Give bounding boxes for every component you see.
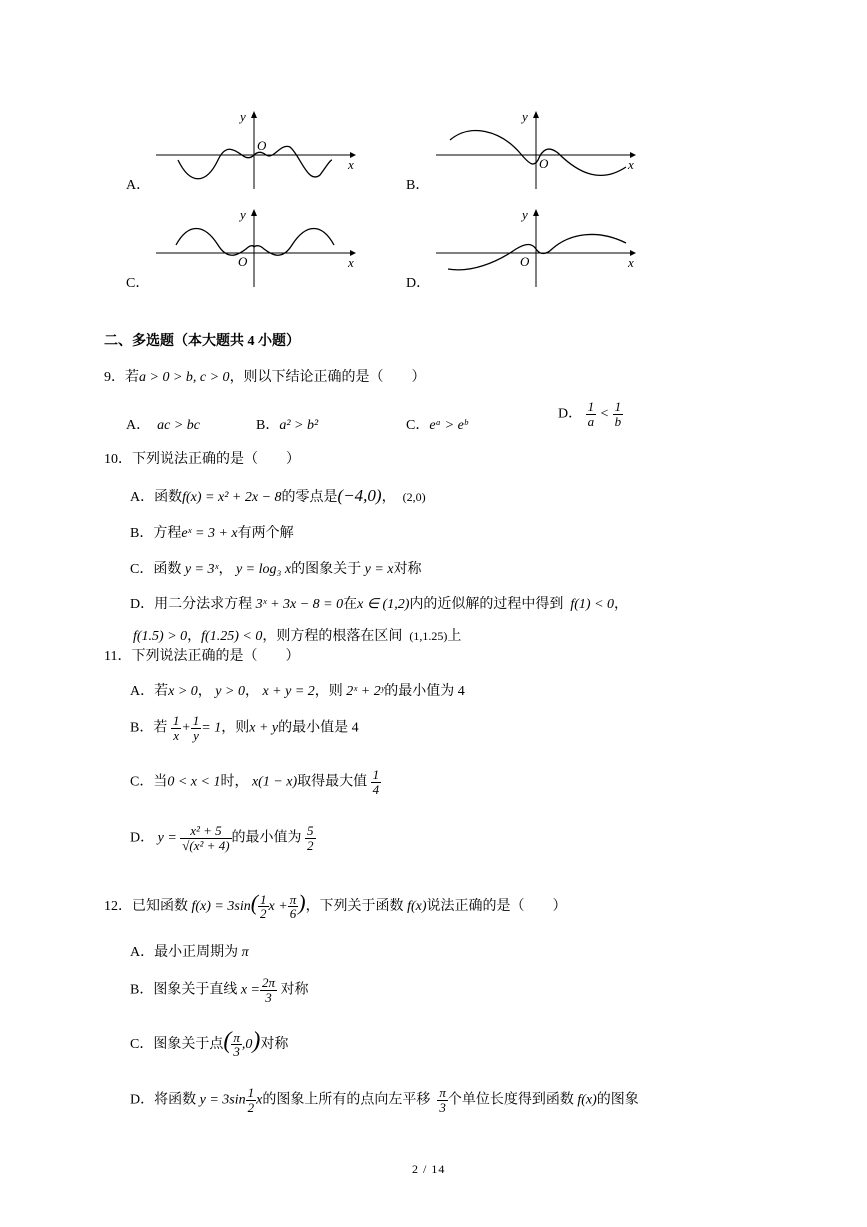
q10-option-c: C．函数 y = 3ˣ， y = log₃ x的图象关于 y = x对称 bbox=[130, 562, 422, 577]
q10-option-d: D．用二分法求方程 3ˣ + 3x − 8 = 0在x ∈ (1,2)内的近似解的过程中得到 f(1) < 0， bbox=[130, 597, 629, 612]
graph-c bbox=[150, 203, 370, 293]
graph-c-o: O bbox=[238, 254, 248, 269]
page-number: 2 / 14 bbox=[412, 1162, 446, 1176]
q10-option-d-cont: f(1.5) > 0，f(1.25) < 0，则方程的根落在区间 (1,1.25)上 bbox=[133, 629, 462, 644]
q11-option-c: C．当0 < x < 1时， x(1 − x)取得最大值 $\frac{1}{4}$ bbox=[130, 767, 380, 797]
graph-d-x: x bbox=[628, 255, 634, 270]
graph-d bbox=[430, 203, 650, 293]
graph-c-x: x bbox=[348, 255, 354, 270]
q10-stem: 10．下列说法正确的是（ ） bbox=[104, 452, 300, 467]
graph-d-y: y bbox=[522, 207, 528, 222]
graph-c-y: y bbox=[240, 207, 246, 222]
q11-stem: 11．下列说法正确的是（ ） bbox=[104, 649, 300, 664]
q12-stem: 12．已知函数 f(x) = 3sin( $\frac{1}{2}$ x + $\frac{\pi}{6}$ )，下列关于函数 f(x)说法正确的是（ ） bbox=[104, 890, 567, 922]
graph-c-label: C． bbox=[126, 276, 150, 291]
graph-b-label: B． bbox=[406, 178, 430, 193]
graph-a-o: O bbox=[257, 138, 267, 153]
q11-option-a: A．若x > 0， y > 0， x + y = 2，则 2ˣ + 2ʸ的最小值为 4 bbox=[130, 684, 465, 699]
q9-option-a: A． ac > bc bbox=[126, 418, 200, 433]
graph-a-y: y bbox=[240, 109, 246, 124]
q10-option-a: A．函数f(x) = x² + 2x − 8的零点是(−4,0)， (2,0) bbox=[130, 486, 426, 505]
q11-option-d: D． y = $\frac{\text{x² + 5}}{\text{√(x² + 4)}}$ 的最小值为 $\frac{5}{2}$ bbox=[130, 823, 314, 853]
graph-d-label: D． bbox=[406, 276, 431, 291]
graph-a-x: x bbox=[348, 157, 354, 172]
q9-stem: 9．若a > 0 > b, c > 0，则以下结论正确的是（ ） bbox=[104, 370, 426, 385]
graph-a-label: A． bbox=[126, 178, 151, 193]
q12-option-a: A．最小正周期为 π bbox=[130, 945, 249, 960]
graph-a bbox=[150, 105, 370, 195]
section-title: 二、多选题（本大题共 4 小题） bbox=[104, 334, 300, 349]
q12-option-b: B．图象关于直线 x = $\frac{2\pi}{3}$ 对称 bbox=[130, 975, 309, 1005]
graph-b-x: x bbox=[628, 157, 634, 172]
graph-b-y: y bbox=[522, 109, 528, 124]
q10-option-b: B．方程eˣ = 3 + x有两个解 bbox=[130, 526, 294, 541]
q9-option-b: B．a² > b² bbox=[256, 418, 319, 433]
q9-option-d: D． $\frac{1}{a}$ < $\frac{1}{b}$ bbox=[558, 399, 622, 429]
q12-option-c: C．图象关于点( $\frac{\pi}{3}$ ,0)对称 bbox=[130, 1028, 289, 1060]
graph-d-o: O bbox=[520, 254, 530, 269]
q9-option-c: C．eᵃ > eᵇ bbox=[406, 418, 468, 433]
graph-b bbox=[430, 105, 650, 195]
q11-option-b: B．若 $\frac{1}{x}$ + $\frac{1}{y}$ = 1，则x + y的最小值是 4 bbox=[130, 713, 359, 743]
graph-b-o: O bbox=[539, 156, 549, 171]
q12-option-d: D．将函数 y = 3sin $\frac{1}{2}$ x的图象上所有的点向左平移 $\frac{\pi}{3}$ 个单位长度得到函数 f(x)的图象 bbox=[130, 1085, 639, 1115]
